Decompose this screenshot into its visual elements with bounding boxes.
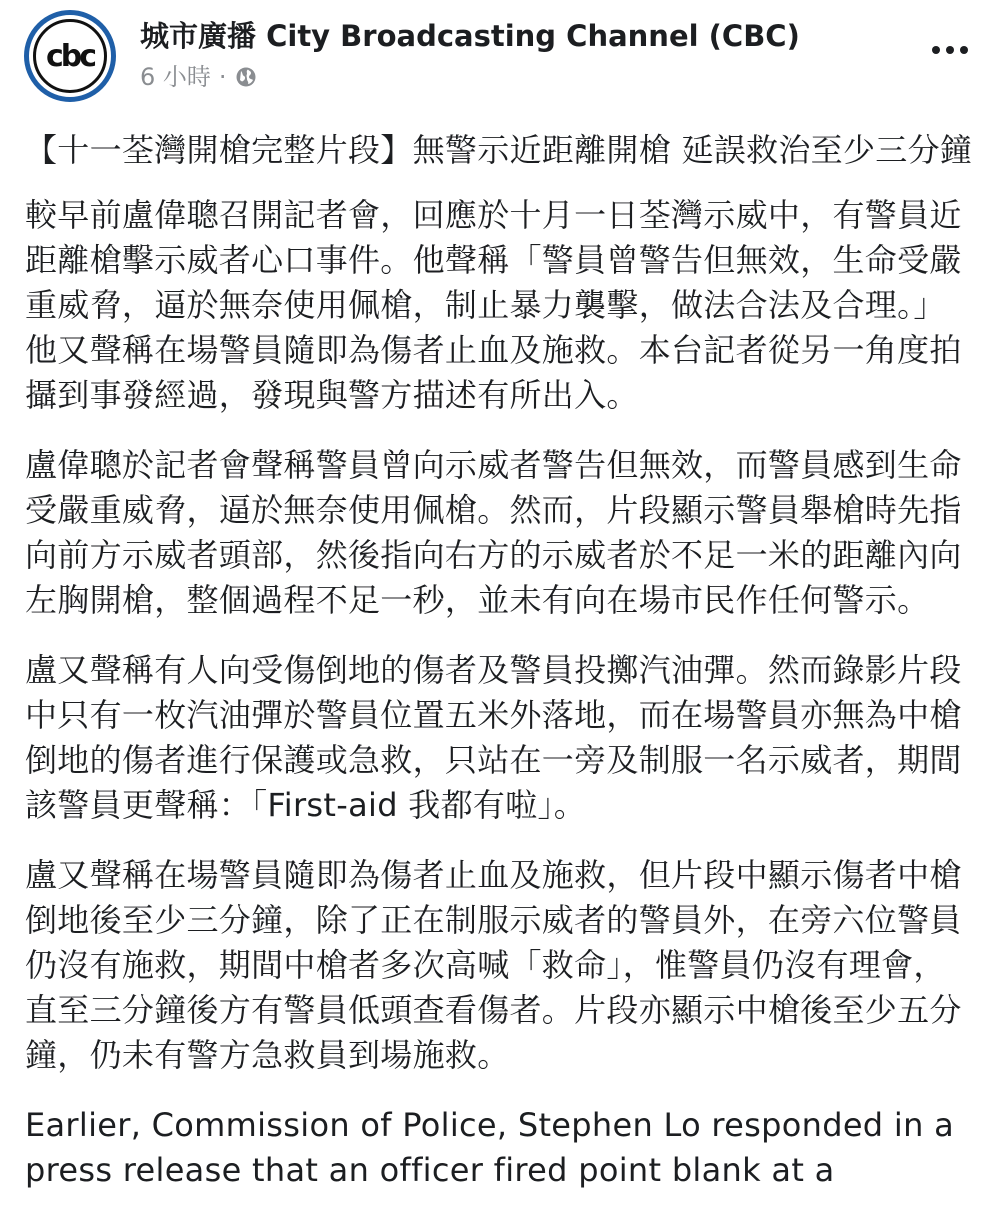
more-dot [932, 46, 940, 54]
cbc-logo: cbc [33, 19, 107, 93]
page-avatar[interactable] [24, 10, 116, 102]
post-paragraph: 盧偉聰於記者會聲稱警員曾向示威者警告但無效，而警員感到生命受嚴重威脅，逼於無奈使用佩槍。然而，片段顯示警員舉槍時先指向前方示威者頭部，然後指向右方的示威者於不足一米的距離內向左胸開槍，整個過程不足一秒，並未有向在場市民作任何警示。 [25, 446, 962, 619]
post-body [25, 128, 975, 1218]
globe-icon [235, 66, 257, 88]
more-options-button[interactable] [922, 32, 978, 68]
post-paragraph: 盧又聲稱有人向受傷倒地的傷者及警員投擲汽油彈。然而錄影片段中只有一枚汽油彈於警員位置五米外落地，而在場警員亦無為中槍倒地的傷者進行保護或急救，只站在一旁及制服一名示威者，期間該警員更聲稱：「First-aid 我都有啦」。 [25, 651, 962, 824]
post-paragraph: 盧又聲稱在場警員隨即為傷者止血及施救，但片段中顯示傷者中槍倒地後至少三分鐘，除了正在制服示威者的警員外，在旁六位警員仍沒有施救，期間中槍者多次高喊「救命」，惟警員仍沒有理會，直至三分鐘後方有警員低頭查看傷者。片段亦顯示中槍後至少五分鐘，仍未有警方急救員到場施救。 [25, 856, 962, 1074]
post-paragraph: Earlier, Commission of Police, Stephen Lo responded in a press release that an officer fired point blank at a [25, 1106, 955, 1189]
post-timestamp[interactable]: 6 小時 [140, 63, 211, 91]
post-headline: 【十一荃灣開槍完整片段】無警示近距離開槍 延誤救治至少三分鐘 [25, 131, 973, 169]
post-meta [140, 60, 257, 94]
post-header [0, 0, 998, 112]
post-paragraph: 較早前盧偉聰召開記者會，回應於十月一日荃灣示威中，有警員近距離槍擊示威者心口事件。他聲稱「警員曾警告但無效，生命受嚴重威脅，逼於無奈使用佩槍，制止暴力襲擊，做法合法及合理。」他又聲稱在場警員隨即為傷者止血及施救。本台記者從另一角度拍攝到事發經過，發現與警方描述有所出入。 [25, 196, 962, 414]
more-dot [960, 46, 968, 54]
more-dot [946, 46, 954, 54]
page-name-link[interactable]: 城市廣播 City Broadcasting Channel (CBC) [140, 19, 800, 53]
meta-separator: · [218, 63, 227, 91]
